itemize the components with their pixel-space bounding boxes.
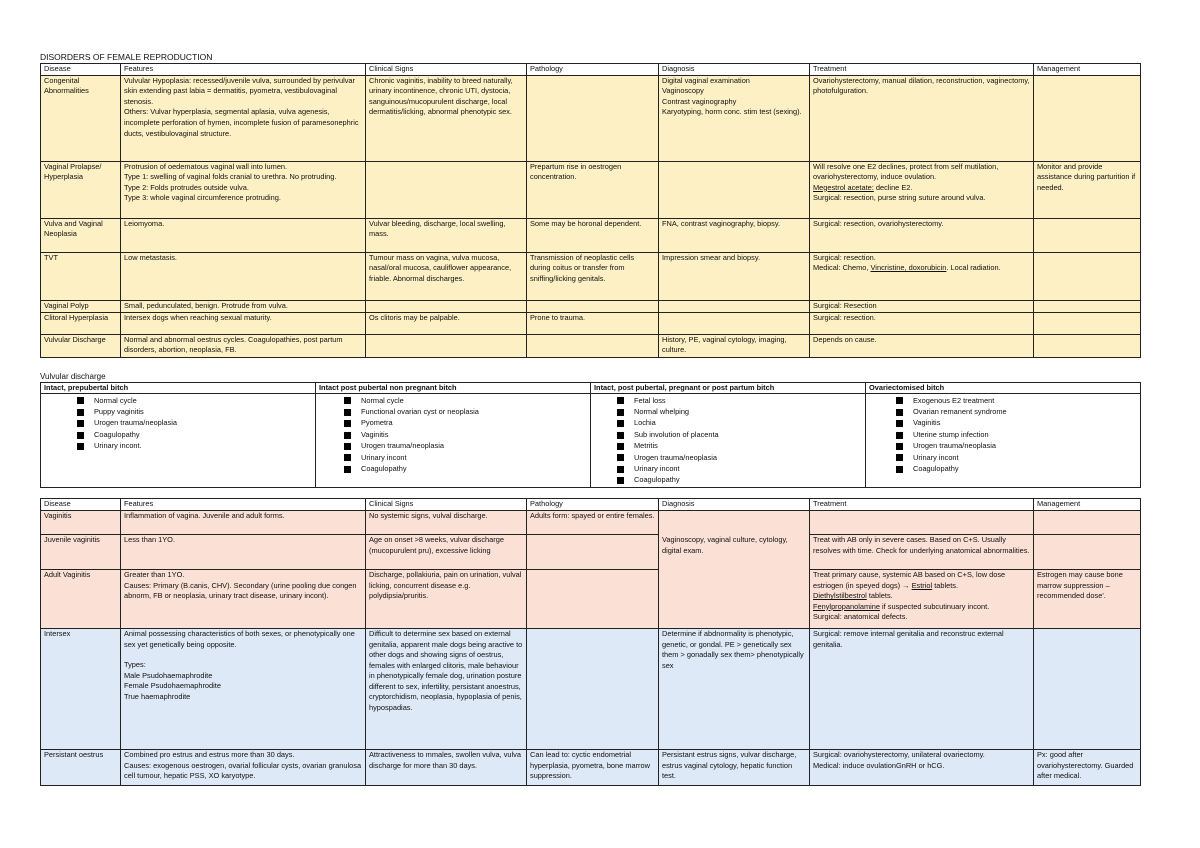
- treatment-text: . Local radiation.: [946, 263, 1001, 273]
- clinical-signs-cell: [366, 334, 527, 357]
- list-item: [344, 429, 586, 440]
- list-item-text: Urogen trauma/neoplasia: [634, 452, 717, 462]
- list-item-text: Pyometra: [361, 418, 393, 428]
- list-item: [896, 464, 1136, 475]
- management-cell: [1034, 334, 1141, 357]
- diagnosis-cell: History, PE, vaginal cytology, imaging, culture.: [659, 334, 810, 357]
- treatment-text: decline E2.: [873, 182, 913, 192]
- diagnosis-cell: Persistant estrus signs, vulvar discharge, estrus vaginal cytology, hepatic function test.: [659, 749, 810, 785]
- vaginitis-intersex-table: [40, 498, 1141, 786]
- features-cell: [121, 569, 366, 628]
- bullet-icon: [344, 454, 351, 461]
- treatment-cell: Surgical: Resection: [810, 300, 1034, 312]
- treatment-text: Surgical: resection.: [813, 252, 876, 262]
- pathology-cell: [527, 628, 659, 749]
- header-clinical-signs: Clinical Signs: [366, 499, 527, 511]
- treatment-text: if suspected subcutinuary incont.: [879, 601, 990, 611]
- list-item-text: Urinary incont.: [94, 441, 142, 451]
- header-pathology: Pathology: [527, 64, 659, 76]
- diagnosis-text: Karyotyping, horm conc. stim test (sexing).: [662, 107, 802, 117]
- treatment-text: Surgical: resection, purse string suture around vulva.: [813, 193, 986, 203]
- header-management: Management: [1034, 499, 1141, 511]
- clinical-signs-cell: Tumour mass on vagina, vulva mucosa, nasal/oral mucosa, cauliflower appearance, friable. Abnormal discharges.: [366, 252, 527, 300]
- table-row: [41, 394, 1141, 488]
- treatment-text: [813, 263, 1030, 274]
- list-item-text: Urinary incont: [361, 452, 407, 462]
- features-cell: Inflammation of vagina. Juvenile and adult forms.: [121, 510, 366, 534]
- table-header-row: [41, 382, 1141, 394]
- header-treatment: Treatment: [810, 64, 1034, 76]
- disease-cell: Congenital Abnormalities: [41, 75, 121, 161]
- clinical-signs-cell: Vulvar bleeding, discharge, local swelling, mass.: [366, 218, 527, 252]
- header-features: Features: [121, 64, 366, 76]
- vulvular-discharge-title: Vulvular discharge: [40, 371, 106, 381]
- list-item: [896, 429, 1136, 440]
- table-row: [41, 161, 1141, 218]
- list-item: [617, 475, 861, 486]
- bullet-icon: [344, 466, 351, 473]
- clinical-signs-cell: Age on onset >8 weeks, vulvar discharge (mucopurulent pru), excessive licking: [366, 534, 527, 569]
- diagnosis-text: Vaginoscopy: [662, 86, 704, 96]
- clinical-signs-cell: Attractiveness to mmales, swollen vulva, vulva discharge for more than 30 days.: [366, 749, 527, 785]
- clinical-signs-cell: Os clitoris may be palpable.: [366, 312, 527, 334]
- table-row: [41, 534, 1141, 569]
- diagnosis-cell: Vaginoscopy, vaginal culture, cytology, digital exam.: [659, 510, 810, 628]
- list-item-text: Urogen trauma/neoplasia: [913, 441, 996, 451]
- list-item: [77, 407, 311, 418]
- pathology-cell: Some may be horonal dependent.: [527, 218, 659, 252]
- treatment-cell: Surgical: resection, ovariohysterectomy.: [810, 218, 1034, 252]
- header-pathology: Pathology: [527, 499, 659, 511]
- list-item: [77, 418, 311, 429]
- header-features: Features: [121, 499, 366, 511]
- treatment-text: Medical: induce ovulationGnRH or hCG.: [813, 760, 945, 770]
- bullet-icon: [344, 443, 351, 450]
- list-item: [617, 429, 861, 440]
- bullet-icon: [896, 454, 903, 461]
- list-item: [896, 441, 1136, 452]
- treatment-text: Surgical: anatomical defects.: [813, 612, 908, 622]
- treatment-text: Surgical: ovariohysterectomy, unilateral ovariectomy.: [813, 749, 985, 759]
- clinical-signs-cell: [366, 300, 527, 312]
- cause-list: [896, 395, 1136, 475]
- pathology-cell: [527, 300, 659, 312]
- list-item-text: Metritis: [634, 441, 658, 451]
- list-item: [896, 395, 1136, 406]
- bullet-icon: [896, 420, 903, 427]
- bullet-icon: [77, 432, 84, 439]
- pathology-cell: Prone to trauma.: [527, 312, 659, 334]
- bullet-icon: [617, 477, 624, 484]
- treatment-text: tablets.: [866, 591, 893, 601]
- feature-text: exogenous oestrogen, ovarial follicular cysts, ovarian granulosa cell tumour, hepatic PSS, XO karyotype.: [124, 760, 362, 781]
- list-item-text: Coagulopathy: [913, 463, 959, 473]
- table-row: [41, 252, 1141, 300]
- bullet-icon: [896, 466, 903, 473]
- pathology-cell: Prepartum rise in oestrogen concentration.: [527, 161, 659, 218]
- treatment-cell: Surgical: remove internal genitalia and reconstruc external genitalia.: [810, 628, 1034, 749]
- feature-text: Male Psudohaemaphrodite: [124, 670, 213, 680]
- bullet-icon: [77, 409, 84, 416]
- diagnosis-cell: [659, 300, 810, 312]
- pathology-cell: [527, 334, 659, 357]
- management-cell: [1034, 300, 1141, 312]
- list-item-text: Coagulopathy: [634, 475, 680, 485]
- header-management: Management: [1034, 64, 1141, 76]
- list-item: [617, 395, 861, 406]
- list-item-text: Fetal loss: [634, 395, 666, 405]
- feature-text: Type 3: whole vaginal circumference protruding.: [124, 193, 281, 203]
- treatment-text: Treat primary cause, systemic AB based on C+S, low dose estriogen (in speyed dogs) →: [813, 569, 1006, 590]
- bullet-icon: [896, 443, 903, 450]
- pathology-cell: Can lead to: cyctic endometrial hyperplasia, pyometra, bone marrow suppression.: [527, 749, 659, 785]
- disease-cell: Clitoral Hyperplasia: [41, 312, 121, 334]
- header-postpubertal-nonpregnant: Intact post pubertal non pregnant bitch: [316, 382, 591, 394]
- treatment-cell: [810, 252, 1034, 300]
- clinical-signs-cell: [366, 161, 527, 218]
- drug-name: Diethylstilbestrol: [813, 591, 867, 601]
- disease-cell: Juvenile vaginitis: [41, 534, 121, 569]
- list-item-text: Vaginitis: [913, 418, 941, 428]
- features-cell: Small, pedunculated, benign. Protrude from vulva.: [121, 300, 366, 312]
- pathology-cell: [527, 569, 659, 628]
- treatment-cell: [810, 161, 1034, 218]
- causes-label: Causes:: [124, 580, 152, 590]
- features-cell: Less than 1YO.: [121, 534, 366, 569]
- list-item: [617, 418, 861, 429]
- disease-cell: Persistant oestrus: [41, 749, 121, 785]
- diagnosis-cell: [659, 161, 810, 218]
- table-row: [41, 218, 1141, 252]
- pathology-cell: [527, 75, 659, 161]
- table-header-row: [41, 64, 1141, 76]
- features-cell: Low metastasis.: [121, 252, 366, 300]
- causes-label: Causes:: [124, 760, 152, 770]
- treatment-text: Will resolve one E2 declines, protect from self mutilation, ovariohysterectomy, induce ovulation.: [813, 161, 999, 182]
- list-item-text: Coagulopathy: [361, 463, 407, 473]
- bullet-icon: [617, 409, 624, 416]
- feature-text: True haemaphrodite: [124, 691, 191, 701]
- table-row: [41, 300, 1141, 312]
- treatment-cell: [810, 510, 1034, 534]
- document-page: [40, 52, 1140, 786]
- treatment-cell: Treat with AB only in severe cases. Based on C+S. Usually resolves with time. Check for underlying anatomical abnormalities.: [810, 534, 1034, 569]
- list-item: [344, 418, 586, 429]
- header-clinical-signs: Clinical Signs: [366, 64, 527, 76]
- list-item-text: Urogen trauma/neoplasia: [361, 441, 444, 451]
- diagnosis-cell: Determine if abdnormality is phenotypic, genetic, or gondal. PE > genetically sex them > gonadally sex them> phenotypically sex: [659, 628, 810, 749]
- bullet-icon: [896, 432, 903, 439]
- list-item-text: Normal cycle: [361, 395, 404, 405]
- treatment-text: [813, 591, 1030, 602]
- management-cell: Px: good after ovariohysterectomy. Guarded after medical.: [1034, 749, 1141, 785]
- table-row: [41, 749, 1141, 785]
- features-cell: Normal and abnormal oestrus cycles. Coagulopathies, post partum disorders, abortion, neoplasia, FB.: [121, 334, 366, 357]
- feature-text: Others: Vulvar hyperplasia, segmental aplasia, vulva agenesis, incomplete perforation of hymen, incomplete fusion of paramesonephric ducts, vestibulovaginal structure.: [124, 107, 359, 138]
- treatment-text: Medical: Chemo,: [813, 263, 871, 273]
- table-row: [41, 334, 1141, 357]
- diagnosis-text: Digital vaginal examination: [662, 75, 750, 85]
- diagnosis-text: Contrast vaginography: [662, 96, 737, 106]
- features-cell: [121, 749, 366, 785]
- bullet-icon: [77, 420, 84, 427]
- feature-text: Greater than 1YO.: [124, 569, 185, 579]
- list-item: [77, 429, 311, 440]
- bullet-icon: [617, 432, 624, 439]
- disease-cell: Vulva and Vaginal Neoplasia: [41, 218, 121, 252]
- treatment-text: tablets.: [932, 580, 959, 590]
- clinical-signs-cell: Discharge, pollakiuria, pain on urination, vulval licking, concurrent disease e.g. polydipsia/pruritis.: [366, 569, 527, 628]
- list-item: [344, 407, 586, 418]
- disease-cell: Vaginal Prolapse/ Hyperplasia: [41, 161, 121, 218]
- pathology-cell: Transmission of neoplastic cells during coitus or transfer from sniffing/licking genitals.: [527, 252, 659, 300]
- feature-text: [124, 761, 362, 782]
- feature-text: Protrusion of oedematous vaginal wall into lumen.: [124, 161, 288, 171]
- cause-list: [77, 395, 311, 452]
- drug-name: Vincristine, doxorubicin: [870, 263, 947, 273]
- table-row: [41, 628, 1141, 749]
- list-item: [77, 395, 311, 406]
- list-cell: [591, 394, 866, 488]
- list-item-text: Vaginitis: [361, 429, 389, 439]
- list-item: [617, 452, 861, 463]
- feature-text: [124, 581, 362, 602]
- list-item-text: Sub involution of placenta: [634, 429, 719, 439]
- bullet-icon: [617, 420, 624, 427]
- list-item-text: Lochia: [634, 418, 656, 428]
- list-item: [617, 407, 861, 418]
- features-cell: [121, 75, 366, 161]
- list-cell: [316, 394, 591, 488]
- management-cell: [1034, 218, 1141, 252]
- drug-name: Fenylpropanolamine: [813, 601, 880, 611]
- bullet-icon: [896, 397, 903, 404]
- management-cell: [1034, 628, 1141, 749]
- list-item: [896, 452, 1136, 463]
- header-ovariectomised: Ovariectomised bitch: [866, 382, 1141, 394]
- feature-text: Primary (B.canis, CHV). Secondary (urine pooling due congen abnorm, FB or neoplasia, urinary tract disease, urinary incont).: [124, 580, 357, 601]
- bullet-icon: [77, 397, 84, 404]
- list-item: [896, 407, 1136, 418]
- pathology-cell: Adults form: spayed or entire females.: [527, 510, 659, 534]
- list-item-text: Urogen trauma/neoplasia: [94, 418, 177, 428]
- list-item-text: Urinary incont: [634, 463, 680, 473]
- list-item: [77, 441, 311, 452]
- spacer: [124, 650, 362, 660]
- management-cell: Estrogen may cause bone marrow suppression – recommended dose'.: [1034, 569, 1141, 628]
- diagnosis-cell: Impression smear and biopsy.: [659, 252, 810, 300]
- bullet-icon: [617, 397, 624, 404]
- bullet-icon: [344, 420, 351, 427]
- table-header-row: [41, 499, 1141, 511]
- feature-text: Animal possessing characteristics of both sexes, or phenotypically one sex yet genetically being opposite.: [124, 628, 355, 649]
- header-disease: Disease: [41, 64, 121, 76]
- drug-name: Estriol: [911, 580, 933, 590]
- disease-cell: Vulvular Discharge: [41, 334, 121, 357]
- treatment-cell: Ovariohysterectomy, manual dilation, reconstruction, vaginectomy, photofulguration.: [810, 75, 1034, 161]
- bullet-icon: [77, 443, 84, 450]
- header-disease: Disease: [41, 499, 121, 511]
- list-item-text: Normal whelping: [634, 406, 690, 416]
- bullet-icon: [344, 409, 351, 416]
- cause-list: [344, 395, 586, 475]
- list-item: [896, 418, 1136, 429]
- feature-text: Vulvular Hypoplasia: recessed/juvenile vulva, surrounded by perivulvar skin extending past labia = dermatitis, pyometra, vestibulovaginal stenosis.: [124, 75, 356, 106]
- list-item-text: Exogenous E2 treatment: [913, 395, 995, 405]
- cause-list: [617, 395, 861, 486]
- treatment-cell: [810, 749, 1034, 785]
- list-item: [344, 395, 586, 406]
- clinical-signs-cell: Difficult to determine sex based on external genitalia, apparent male dogs being aractive to other dogs and showing signs of oestrus, females with enlarged clitoris, male behaviour in phenotypically female dog, urination posture different to sex, infertility, persistant anoestrus, cryptorchidism, neoplasia, hypoplasia of penis, hypospadias.: [366, 628, 527, 749]
- vulvular-discharge-table: [40, 382, 1141, 489]
- pathology-cell: [527, 534, 659, 569]
- disease-cell: TVT: [41, 252, 121, 300]
- table-row: [41, 75, 1141, 161]
- diagnosis-cell: FNA, contrast vaginography, biopsy.: [659, 218, 810, 252]
- disease-cell: Intersex: [41, 628, 121, 749]
- feature-text: Type 1: swelling of vaginal folds cranial to urethra. No protruding.: [124, 172, 337, 182]
- clinical-signs-cell: Chronic vaginitis, inability to breed naturally, urinary incontinence, chronic UTI, dystocia, sanguinous/mucopurulent discharge, local dermatitis/licking, abnormal phenotypic sex.: [366, 75, 527, 161]
- management-cell: Monitor and provide assistance during parturition if needed.: [1034, 161, 1141, 218]
- list-item-text: Ovarian remanent syndrome: [913, 406, 1007, 416]
- clinical-signs-cell: No systemic signs, vulval discharge.: [366, 510, 527, 534]
- list-item-text: Uterine stump infection: [913, 429, 989, 439]
- table-row: [41, 510, 1141, 534]
- list-item-text: Puppy vaginitis: [94, 406, 144, 416]
- bullet-icon: [617, 443, 624, 450]
- treatment-cell: Surgical: resection.: [810, 312, 1034, 334]
- bullet-icon: [896, 409, 903, 416]
- list-item: [617, 464, 861, 475]
- table-row: [41, 569, 1141, 628]
- feature-text: Type 2: Folds protrudes outside vulva.: [124, 182, 249, 192]
- list-cell: [866, 394, 1141, 488]
- treatment-text: [813, 183, 1030, 194]
- header-diagnosis: Diagnosis: [659, 499, 810, 511]
- features-cell: [121, 161, 366, 218]
- management-cell: [1034, 75, 1141, 161]
- features-cell: Leiomyoma.: [121, 218, 366, 252]
- header-treatment: Treatment: [810, 499, 1034, 511]
- management-cell: [1034, 510, 1141, 534]
- header-diagnosis: Diagnosis: [659, 64, 810, 76]
- header-pregnant-postpartum: Intact, post pubertal, pregnant or post partum bitch: [591, 382, 866, 394]
- list-item-text: Urinary incont: [913, 452, 959, 462]
- treatment-cell: Depends on cause.: [810, 334, 1034, 357]
- management-cell: [1034, 312, 1141, 334]
- bullet-icon: [344, 432, 351, 439]
- header-prepubertal: Intact, prepubertal bitch: [41, 382, 316, 394]
- feature-text: Combined pro estrus and estrus more than 30 days.: [124, 749, 295, 759]
- list-cell: [41, 394, 316, 488]
- management-cell: [1034, 252, 1141, 300]
- list-item-text: Normal cycle: [94, 395, 137, 405]
- disease-cell: Vaginal Polyp: [41, 300, 121, 312]
- types-label: Types:: [124, 660, 146, 670]
- disease-cell: Vaginitis: [41, 510, 121, 534]
- table-row: [41, 312, 1141, 334]
- bullet-icon: [344, 397, 351, 404]
- list-item: [344, 441, 586, 452]
- drug-name: Megestrol acetate:: [813, 182, 874, 192]
- list-item-text: Functional ovarian cyst or neoplasia: [361, 406, 479, 416]
- diagnosis-cell: [659, 75, 810, 161]
- disorders-table: [40, 63, 1141, 358]
- bullet-icon: [617, 454, 624, 461]
- disease-cell: Adult Vaginitis: [41, 569, 121, 628]
- features-cell: Intersex dogs when reaching sexual maturity.: [121, 312, 366, 334]
- treatment-text: [813, 602, 1030, 613]
- list-item: [617, 441, 861, 452]
- feature-text: Female Psudohaemaphrodite: [124, 681, 221, 691]
- diagnosis-cell: [659, 312, 810, 334]
- document-title: DISORDERS OF FEMALE REPRODUCTION: [40, 52, 213, 62]
- list-item: [344, 452, 586, 463]
- list-item: [344, 464, 586, 475]
- bullet-icon: [617, 466, 624, 473]
- list-item-text: Coagulopathy: [94, 429, 140, 439]
- management-cell: [1034, 534, 1141, 569]
- features-cell: [121, 628, 366, 749]
- treatment-cell: [810, 569, 1034, 628]
- treatment-text: [813, 570, 1030, 591]
